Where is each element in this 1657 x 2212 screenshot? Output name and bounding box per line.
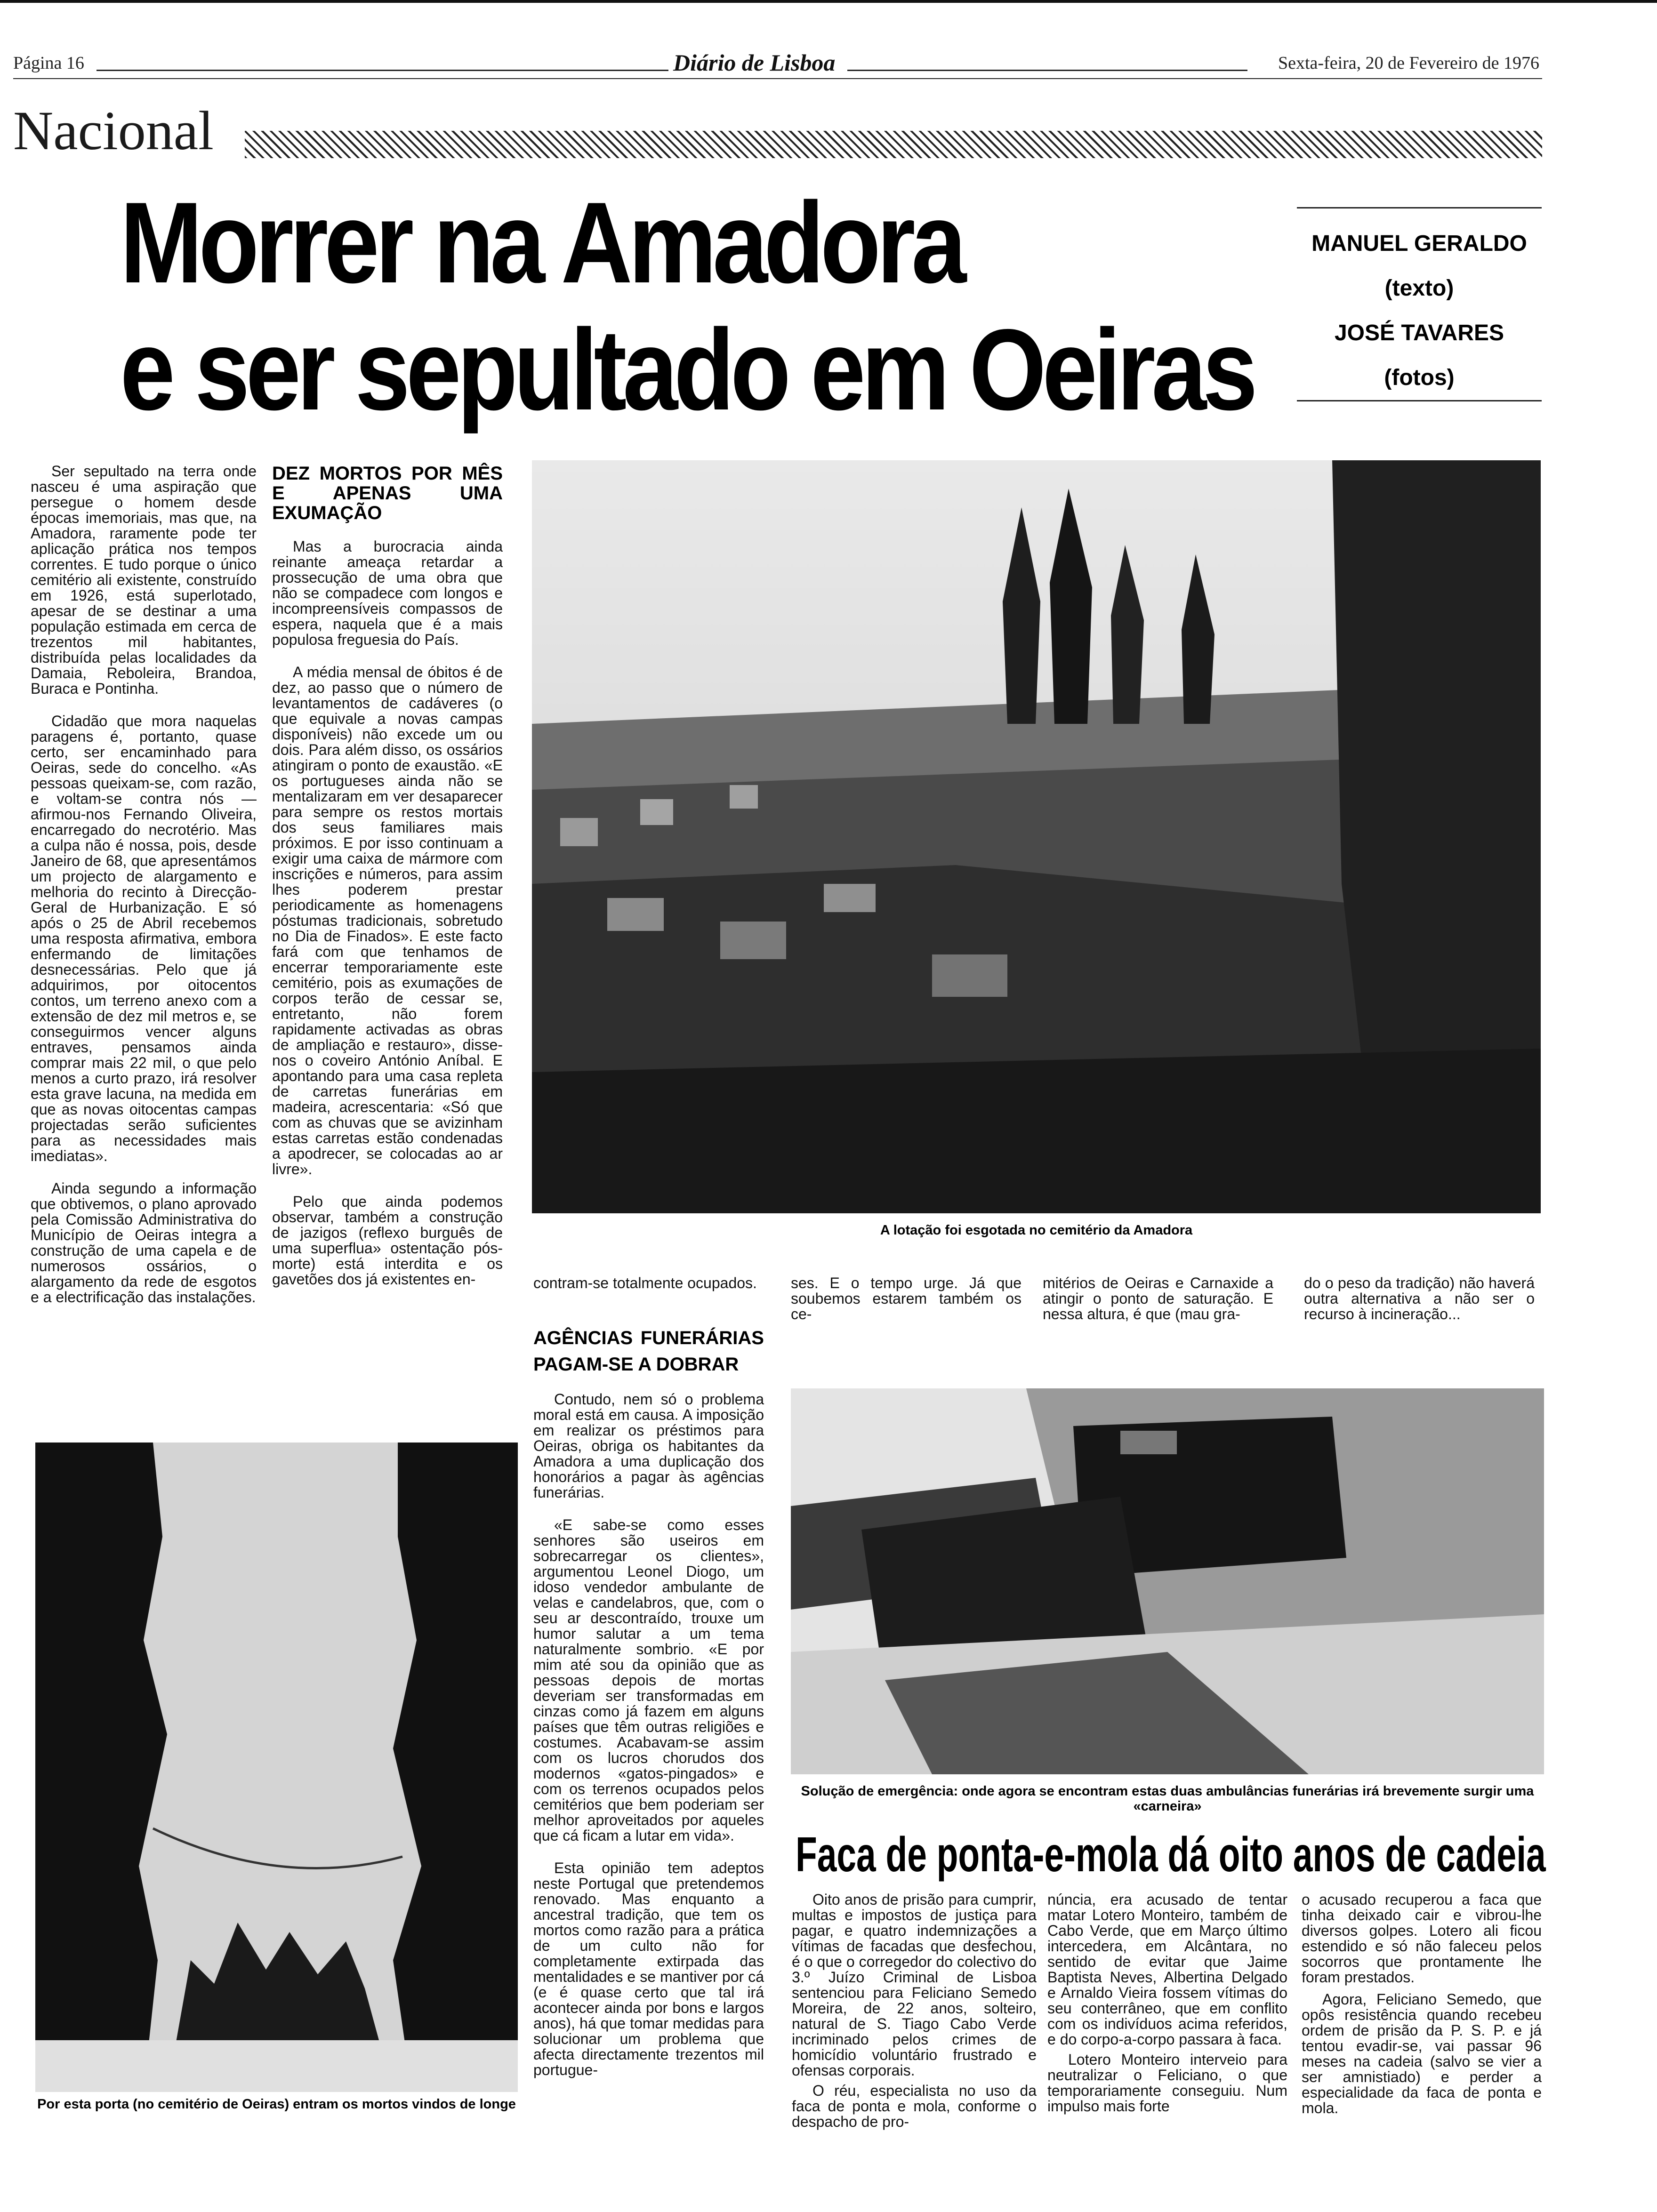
page-number: Página 16 — [13, 53, 84, 73]
headline-line-1: Morrer na Amadora — [120, 178, 963, 307]
section-hatch-rule — [245, 131, 1542, 158]
article-column-4 — [791, 1275, 1022, 1322]
byline-role-2: (fotos) — [1384, 365, 1455, 390]
article-column-3 — [533, 1325, 764, 2078]
masthead-rule-left — [97, 70, 668, 71]
byline-author-2: JOSÉ TAVARES — [1334, 321, 1504, 345]
paragraph: Ainda segundo a informação que obtivemos, o plano aprovado pela Comissão Administrativa do Município de Oeiras integra a construção de uma capela e de numerosos ossários, o alargamento da rede de esgotos e a electrificação das instalações. — [31, 1180, 257, 1306]
section-label: Nacional — [13, 100, 214, 161]
newspaper-name: Diário de Lisboa — [673, 49, 836, 76]
paragraph: A média mensal de óbitos é de dez, ao passo que o número de levantamentos de cadáveres (o que equivale a novas campas disponíveis) não excede um ou dois. Para além disso, os ossários atingiram o ponto de exaustão. «E os portugueses ainda não se mentalizaram em ver desaparecer para sempre os restos mortais dos seus familiares mais próximos. E por isso continuam a exigir uma caixa de mármore com inscrições e números, para assim lhes poderem prestar periodicamente as homenagens póstumas tradicionais, sobretudo no Dia de Finados». E este facto fará com que tenhamos de encerrar temporariamente este cemitério, pois as exumações de corpos terão de cessar se, entretanto, não forem rapidamente activadas as obras de ampliação e restauro», disse-nos o coveiro António Aníbal. E apontando para uma casa repleta de carretas funerárias em madeira, acrescentaria: «Só que com as chuvas que se avizinham estas carretas estão condenadas a apodrecer, se colocadas ao ar livre». — [272, 664, 503, 1178]
photo-caption: A lotação foi esgotada no cemitério da Amadora — [880, 1223, 1193, 1238]
paragraph: Ser sepultado na terra onde nasceu é uma aspiração que persegue o homem desde épocas imemoriais, mas que, na Amadora, raramente pode ter aplicação prática nos tempos correntes. E tudo porque o único cemitério ali existente, construído em 1926, está superlotado, apesar de se destinar a uma população estimada em cerca de trezentos mil habitantes, distribuída pelas localidades da Damaia, Reboleira, Brandoa, Buraca e Pontinha. — [31, 463, 257, 697]
paragraph: mitérios de Oeiras e Carnaxide a atingir o ponto de saturação. E nessa altura, é que (mau gra- — [1043, 1274, 1273, 1322]
masthead-underline — [13, 78, 1542, 79]
photo-caption: Solução de emergência: onde agora se encontram estas duas ambulâncias funerárias irá brevemente surgir uma «carneira» — [801, 1784, 1534, 1814]
paragraph: O réu, especialista no uso da faca de ponta e mola, conforme o despacho de pro- — [792, 2082, 1037, 2130]
paragraph: Lotero Monteiro interveio para neutralizar o Feliciano, o que temporariamente conseguiu. Num impulso mais forte — [1047, 2051, 1287, 2115]
subheading: AGÊNCIAS FUNERÁRIAS PAGAM-SE A DOBRAR — [533, 1328, 764, 1375]
paragraph: Oito anos de prisão para cumprir, multas e impostos de justiça para pagar, e quatro indemnizações a vítimas de facadas que desfechou, é o que o corregedor do colectivo do 3.º Juízo Criminal de Lisboa sentenciou para Feliciano Semedo Moreira, de 22 anos, solteiro, natural de S. Tiago Cabo Verde incriminado pelos crimes de homicídio voluntário frustrado e ofensas corporais. — [792, 1891, 1037, 2079]
headline-line-2: e ser sepultado em Oeiras — [120, 305, 1254, 434]
paragraph: ses. E o tempo urge. Já que soubemos estarem também os ce- — [791, 1274, 1022, 1322]
paragraph: Mas a burocracia ainda reinante ameaça retardar a prossecução de uma obra que não se compadece com longos e incompreensíveis compassos de espera, naquela que é a mais populosa freguesia do País. — [272, 538, 503, 648]
article-column-3-top — [533, 1275, 764, 1291]
paragraph: Contudo, nem só o problema moral está em causa. A imposição em realizar os préstimos para Oeiras, obriga os habitantes da Amadora a uma duplicação dos honorários a pagar às agências funerárias. — [533, 1391, 764, 1501]
masthead-rule-right — [847, 70, 1247, 71]
paragraph: Esta opinião tem adeptos neste Portugal que pretendemos renovado. Mas enquanto a ancestral tradição, que tem os mortos como razão para a prática de um culto não for completamente extirpada das mentalidades e se mantiver por cá (e é quase certo que tal irá acontecer ainda por bons e largos anos), há que tomar medidas para solucionar um problema que afecta directamente trezentos mil portugue- — [533, 1859, 764, 2078]
byline-author-1: MANUEL GERALDO — [1311, 231, 1527, 256]
paragraph: «E sabe-se como esses senhores são useiros em sobrecarregar os clientes», argumentou Leonel Diogo, um idoso vendedor ambulante de velas e candelabros, que, com o seu ar descontraído, trouxe um humor salutar a um tema naturalmente sombrio. «E por mim até sou da opinião que as pessoas depois de mortas deveriam ser transformadas em cinzas como já fazem em alguns países que têm outras religiões e costumes. Acabavam-se assim com os lucros chorudos dos modernos «gatos-pingados» e com os terrenos ocupados pelos cemitérios que bem poderiam ser melhor aproveitados por aqueles que cá ficam a lutar em vida». — [533, 1516, 764, 1844]
paragraph: do o peso da tradição) não haverá outra alternativa a não ser o recurso à incineração... — [1304, 1274, 1535, 1322]
paragraph: o acusado recuperou a faca que tinha deixado cair e vibrou-lhe diversos golpes. Lotero ali ficou estendido e só não faleceu pelos socorros que prontamente lhe foram prestados. — [1302, 1891, 1542, 1986]
hearses-photo — [791, 1388, 1544, 1774]
subheading: DEZ MORTOS POR MÊS E APENAS UMA EXUMAÇÃO — [272, 463, 503, 523]
story-column-1 — [792, 1892, 1037, 2130]
article-column-1 — [31, 464, 257, 1305]
story-column-3 — [1302, 1892, 1542, 2116]
cemetery-door-photo — [35, 1443, 518, 2092]
paragraph: Agora, Feliciano Semedo, que opôs resistência quando recebeu ordem de prisão da P. S. P. e já tentou evadir-se, vai passar 96 meses na cadeia (salvo se vier a ser amnistiado) e perder a especialidade da faca de ponta e mola. — [1302, 1991, 1542, 2116]
byline-rule-bottom — [1297, 400, 1542, 401]
story-headline: Faca de ponta-e-mola dá oito anos de cadeia — [796, 1827, 1546, 1882]
top-border — [0, 0, 1657, 3]
byline-role-1: (texto) — [1384, 276, 1454, 301]
cemetery-photo — [532, 460, 1541, 1213]
article-column-5 — [1043, 1275, 1273, 1322]
paragraph: Cidadão que mora naquelas paragens é, portanto, quase certo, ser encaminhado para Oeiras, sede do concelho. «As pessoas queixam-se, com razão, e voltam-se contra nós — afirmou-nos Fernando Oliveira, encarregado do necrotério. Mas a culpa não é nossa, pois, desde Janeiro de 68, que apresentámos um projecto de alargamento e melhoria do recinto à Direcção-Geral de Hurbanização. E só após o 25 de Abril recebemos uma resposta afirmativa, embora enfermando de limitações desnecessárias. Pelo que já adquirimos, por oitocentos contos, um terreno anexo com a extensão de dez mil metros e, se conseguirmos vencer alguns entraves, pensamos ainda comprar mais 22 mil, o que pelo menos a curto prazo, irá resolver esta grave lacuna, na medida em que as novas oitocentas campas projectadas serão suficientes para as necessidades mais imediatas». — [31, 713, 257, 1164]
cemetery-door-photo-image — [35, 1443, 518, 2092]
byline-rule-top — [1297, 207, 1542, 208]
photo-caption: Por esta porta (no cemitério de Oeiras) entram os mortos vindos de longe — [37, 2097, 516, 2112]
article-column-6 — [1304, 1275, 1535, 1322]
story-column-2 — [1047, 1892, 1287, 2114]
issue-date: Sexta-feira, 20 de Fevereiro de 1976 — [1278, 53, 1539, 73]
hearses-photo-image — [791, 1388, 1544, 1774]
paragraph: Pelo que ainda podemos observar, também a construção de jazigos (reflexo burguês de uma superflua» ostentação pós-morte) está interdita e os gavetões dos já existentes en- — [272, 1193, 503, 1288]
paragraph: contram-se totalmente ocupados. — [533, 1274, 757, 1291]
cemetery-photo-image — [532, 460, 1541, 1213]
paragraph: núncia, era acusado de tentar matar Lotero Monteiro, também de Cabo Verde, que em Março último intercedera, em Alcântara, no sentido de evitar que Jaime Baptista Neves, Albertina Delgado e Arnaldo Vieira fossem vítimas do seu conterrâneo, que em conflito com os indivíduos acima referidos, e do corpo-a-corpo passara à faca. — [1047, 1891, 1287, 2048]
article-column-2 — [272, 464, 503, 1287]
